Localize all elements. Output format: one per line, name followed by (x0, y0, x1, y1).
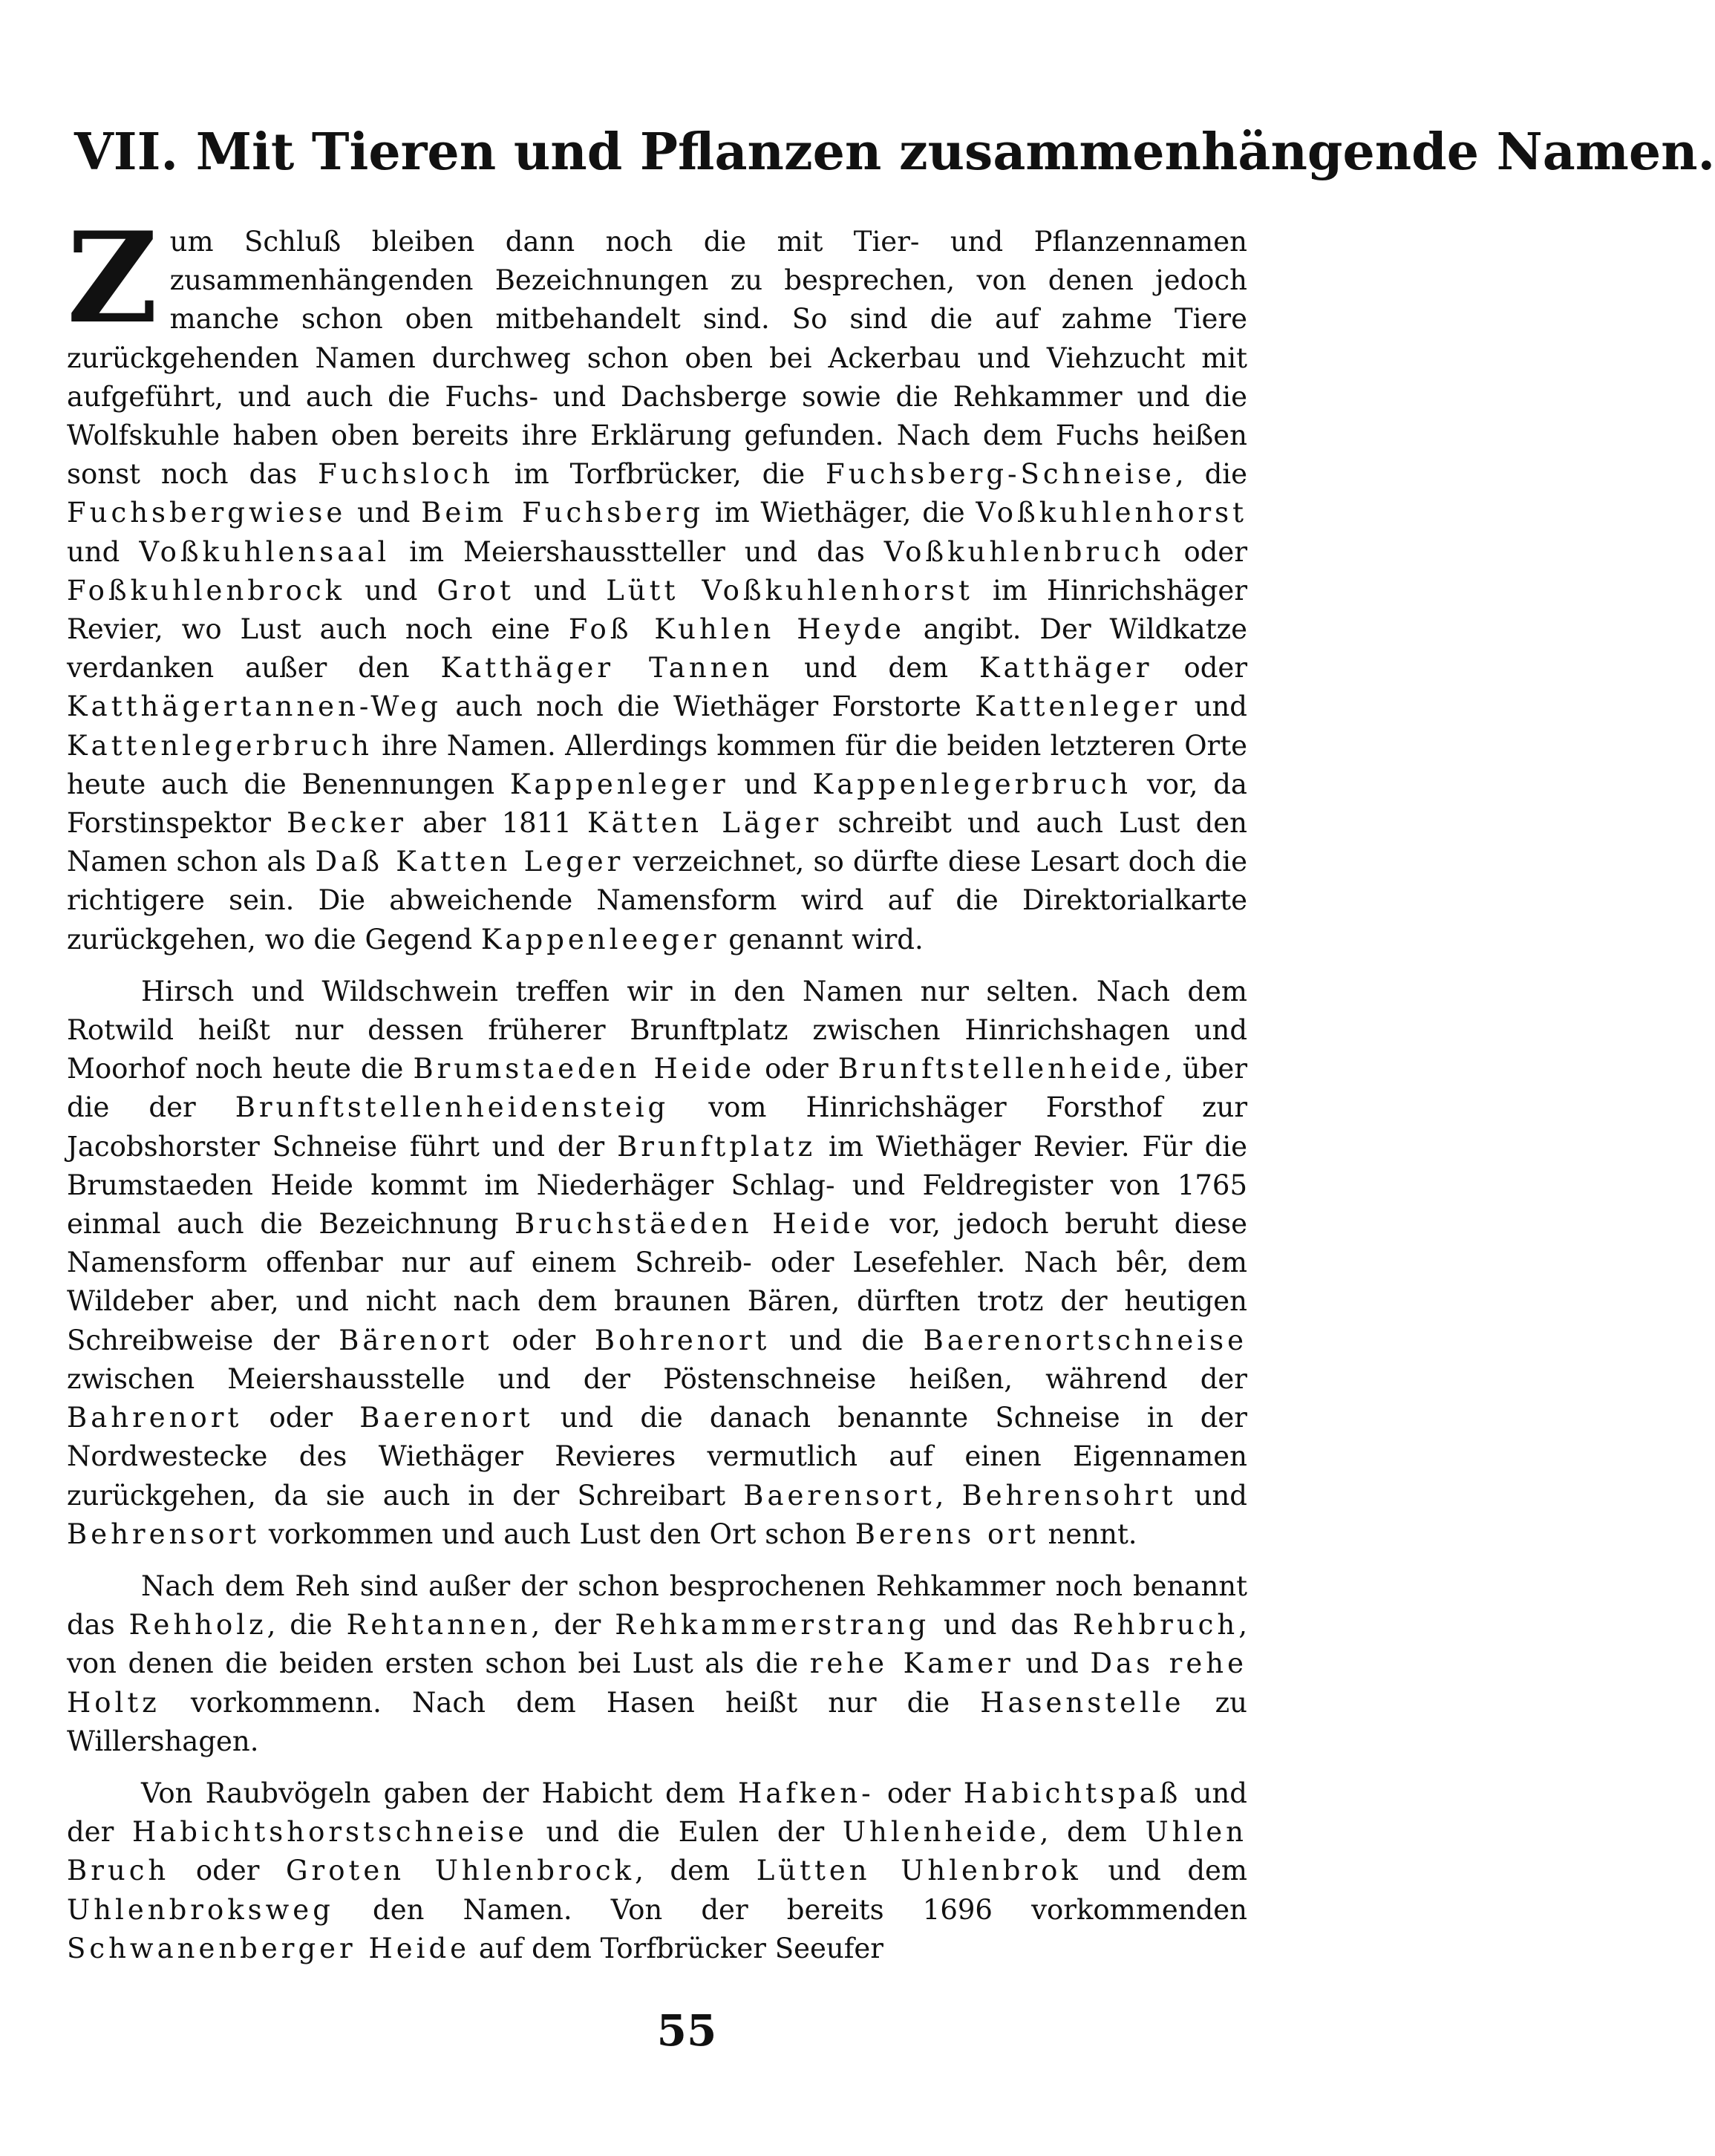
text-run: im Meiershausstteller und das (390, 535, 884, 568)
place-name: Rehkammerstrang (615, 1609, 930, 1642)
text-run: und (1180, 690, 1247, 723)
text-run: oder (1164, 535, 1248, 568)
place-name: Baerenortschneise (923, 1324, 1248, 1356)
text-run: verzeichnet, so dürfte diese Lesart doch die richtigere sein. Die abweichende Namensform wird auf die Direktorialkarte zurückgehen, wo die Gegend (67, 846, 1247, 956)
text-run: und (345, 574, 437, 607)
text-run: im Hinrichshäger Revier, wo Lust auch noch eine (67, 574, 1248, 646)
place-name: Habichtshorstschneise (131, 1816, 528, 1849)
text-run: und der (67, 1777, 1247, 1849)
paragraph (67, 204, 1248, 959)
place-name: Voßkuhlenhorst (976, 497, 1248, 529)
place-name: Brunftstellenheidensteig (235, 1091, 670, 1124)
place-name: Hafken- (737, 1777, 875, 1809)
text-run: und die Eulen der (527, 1816, 843, 1849)
place-name: Foß Kuhlen Heyde (568, 613, 905, 646)
text-run: Hirsch und Wildschwein treffen wir in den Namen nur selten. Nach dem Rotwild heißt nur dessen früherer Brunftplatz zwischen Hinrichshagen und Moorhof noch heute die (67, 975, 1247, 1085)
text-run: , (935, 1479, 962, 1512)
text-run: und (1176, 1479, 1247, 1512)
place-name: Uhlen Bruch (67, 1816, 1248, 1887)
place-name: Grot (437, 574, 514, 607)
place-name: Katthäger Tannen (440, 652, 774, 685)
text-run: vor, da Forstinspektor (67, 768, 1247, 840)
text-run: schreibt und auch Lust den Namen schon als (67, 807, 1247, 878)
place-name: Kattenleger (975, 690, 1181, 723)
page-number: 55 (656, 2005, 717, 2056)
place-name: Foßkuhlenbrock (67, 574, 346, 607)
text-run: oder (755, 1053, 838, 1085)
place-name: Katthägertannen-Weg (67, 690, 442, 723)
place-name: Brumstaeden Heide (413, 1053, 756, 1085)
place-name: Baerensort (743, 1479, 935, 1512)
chapter-heading: VII. Mit Tieren und Pflanzen zusammenhängende Namen. (74, 122, 1715, 182)
text-run: auch noch die Wiethäger Forstorte (441, 690, 976, 723)
text-run: auf dem Torfbrücker Seeufer (470, 1932, 883, 1964)
text-run: zwischen Meiershausstelle und der Pöstenschneise heißen, während der (67, 1362, 1247, 1395)
text-run: zu Willershagen. (67, 1686, 1247, 1757)
text-run: vor, jedoch beruht diese Namensform offenbar nur auf einem Schreib- oder Lesefehler. Nach bêr, dem Wildeber aber, und nicht nach dem braunen Bären, dürften trotz der heutigen Schreibweise der (67, 1208, 1247, 1356)
text-run: , von denen die beiden ersten schon bei Lust als die (67, 1609, 1247, 1680)
text-run: im Wiethäger, die (704, 497, 976, 529)
text-run: oder (492, 1324, 595, 1356)
text-run: oder (1152, 652, 1248, 685)
text-run: , dem (1039, 1816, 1146, 1849)
place-name: Rehbruch (1072, 1609, 1239, 1642)
text-run: und (1013, 1647, 1091, 1680)
text-run: nennt. (1039, 1518, 1137, 1550)
place-name: Voßkuhlensaal (139, 535, 391, 568)
text-run: und die danach benannte Schneise in der Nordwestecke des Wiethäger Revieres vermutlich auf einen Eigennamen zurückgehen, da sie auch in der Schreibart (67, 1402, 1247, 1512)
place-name: Habichtspaß (963, 1777, 1182, 1809)
text-run: Nach dem Reh sind außer der schon besprochenen Rehkammer noch benannt das (67, 1569, 1247, 1642)
body-text (67, 204, 1248, 1968)
text-run: aber 1811 (406, 807, 587, 840)
paragraph (67, 1774, 1247, 1968)
text-run: und die (770, 1324, 924, 1356)
place-name: Groten Uhlenbrock (286, 1855, 636, 1887)
place-name: Uhlenheide (842, 1816, 1040, 1849)
place-name: Behrensort (67, 1518, 261, 1550)
text-run: , der (531, 1609, 615, 1642)
place-name: Rehholz (128, 1609, 267, 1642)
paragraph (67, 973, 1247, 1554)
text-run: im Wiethäger Revier. Für die Brumstaeden Heide kommt im Niederhäger Schlag- und Feldregister von 1765 einmal auch die Bezeichnung (67, 1130, 1247, 1241)
text-run: Von Raubvögeln gaben der Habicht dem (141, 1777, 738, 1809)
place-name: Kappenleger (509, 768, 729, 800)
text-run: den Namen. Von der bereits 1696 vorkommenden (333, 1893, 1247, 1926)
text-run: , über die der (67, 1053, 1248, 1124)
text-run: und dem (773, 652, 979, 685)
text-run: und (67, 535, 140, 568)
place-name: Beim Fuchsberg (421, 497, 705, 529)
text-run: vorkommenn. Nach dem Hasen heißt nur die (160, 1686, 981, 1719)
place-name: Fuchsberg-Schneise (826, 458, 1175, 491)
place-name: Bärenort (339, 1324, 493, 1356)
text-run: und (514, 574, 607, 607)
place-name: Baerenort (359, 1402, 534, 1434)
text-run: , die (267, 1609, 347, 1642)
place-name: Berens ort (855, 1518, 1039, 1550)
text-run: angibt. Der Wildkatze verdanken außer den (67, 613, 1247, 685)
text-run: genannt wird. (719, 923, 924, 956)
text-run: und (728, 768, 813, 800)
place-name: Kätten Läger (587, 807, 823, 840)
place-name: rehe Kamer (809, 1647, 1014, 1680)
place-name: Bohrenort (594, 1324, 771, 1356)
place-name: Fuchsloch (318, 458, 494, 491)
place-name: Voßkuhlenbruch (883, 535, 1165, 568)
place-name: Uhlenbroksweg (67, 1893, 334, 1926)
place-name: Brunftstellenheide (837, 1053, 1165, 1085)
text-run: und das (930, 1609, 1073, 1642)
place-name: Schwanenberger Heide (67, 1932, 471, 1964)
text-run: oder (874, 1777, 964, 1809)
place-name: Daß Katten Leger (315, 846, 624, 878)
text-run: vom Hinrichshäger Forsthof zur Jacobshorster Schneise führt und der (67, 1091, 1247, 1163)
text-run: vorkommen und auch Lust den Ort schon (260, 1518, 855, 1550)
place-name: Lütt Voßkuhlenhorst (606, 574, 973, 607)
text-run: , die (1175, 458, 1248, 491)
text-run: ihre Namen. Allerdings kommen für die beiden letzteren Orte heute auch die Benennungen (67, 729, 1247, 800)
place-name: Kappenlegerbruch (812, 768, 1132, 800)
place-name: Behrensohrt (961, 1479, 1177, 1512)
place-name: Katthäger (979, 652, 1153, 685)
place-name: Rehtannen (346, 1609, 532, 1642)
text-run: , dem (635, 1855, 757, 1887)
drop-cap: Z (67, 204, 158, 351)
place-name: Das rehe Holtz (67, 1647, 1247, 1719)
place-name: Kattenlegerbruch (67, 729, 373, 762)
place-name: Brunftplatz (617, 1130, 817, 1163)
text-run: und (346, 497, 422, 529)
text-run: oder (169, 1855, 286, 1887)
text-run: um Schluß bleiben dann noch die mit Tier- und Pflanzennamen zusammenhängenden Bezeichnungen zu besprechen, von denen jedoch manche schon oben mitbehandelt sind. So sind die auf zahme Tiere zurückgehenden Namen durchweg schon oben bei Ackerbau und Viehzucht mit aufgeführt, und auch die Fuchs- und Dachsberge sowie die Rehkammer und die Wolfskuhle haben oben bereits ihre Erklärung gefunden. Nach dem Fuchs heißen sonst noch das (67, 226, 1247, 491)
place-name: Bruchstäeden Heide (514, 1208, 874, 1241)
place-name: Fuchsbergwiese (67, 497, 347, 529)
paragraph (67, 1567, 1247, 1761)
place-name: Kappenleeger (480, 923, 720, 956)
place-name: Lütten Uhlenbrok (756, 1855, 1082, 1887)
text-run: oder (242, 1402, 360, 1434)
place-name: Becker (287, 807, 407, 840)
text-run: und dem (1081, 1855, 1248, 1887)
place-name: Hasenstelle (980, 1686, 1185, 1719)
text-run: im Torfbrücker, die (493, 458, 826, 491)
place-name: Bahrenort (67, 1402, 243, 1434)
